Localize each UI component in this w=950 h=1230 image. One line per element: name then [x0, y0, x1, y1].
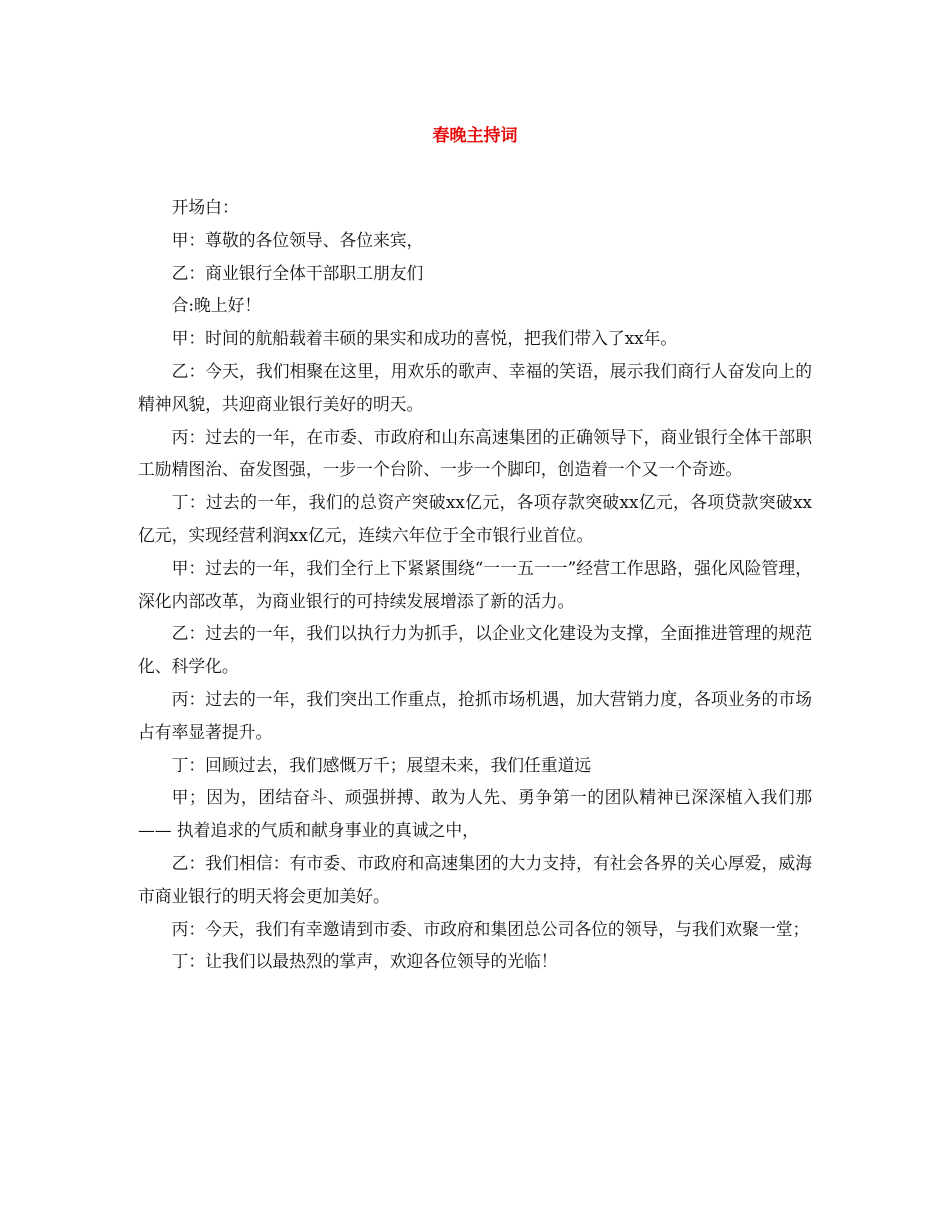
- paragraph: 丙：今天，我们有幸邀请到市委、市政府和集团总公司各位的领导，与我们欢聚一堂；: [171, 918, 810, 939]
- paragraph: 丁：过去的一年，我们的总资产突破xx亿元，各项存款突破xx亿元，各项贷款突破xx亿元，实现经营利润xx亿元，连续六年位于全市银行业首位。: [138, 492, 812, 545]
- paragraph: 丁：让我们以最热烈的掌声，欢迎各位领导的光临！: [171, 951, 558, 972]
- paragraph: 乙：我们相信：有市委、市政府和高速集团的大力支持，有社会各界的关心厚爱，威海市商业银行的明天将会更加美好。: [138, 852, 812, 906]
- paragraph-opening: 开场白：: [171, 197, 239, 217]
- paragraph: 丙：过去的一年，我们突出工作重点，抢抓市场机遇，加大营销力度，各项业务的市场占有率显著提升。: [138, 688, 812, 742]
- paragraph: 甲；因为，团结奋斗、顽强拼搏、敢为人先、勇争第一的团队精神已深深植入我们那—— 执着追求的气质和献身事业的真诚之中，: [138, 787, 812, 841]
- paragraph: 甲：尊敬的各位领导、各位来宾，: [171, 229, 424, 250]
- paragraph: 甲：时间的航船载着丰硕的果实和成功的喜悦，把我们带入了xx年。: [171, 328, 678, 349]
- document-title: 春晚主持词: [432, 126, 518, 146]
- paragraph: 乙：商业银行全体干部职工朋友们: [171, 262, 424, 283]
- paragraph: 丙：过去的一年，在市委、市政府和山东高速集团的正确领导下，商业银行全体干部职工励精图治、奋发图强，一步一个台阶、一步一个脚印，创造着一个又一个奇迹。: [138, 426, 812, 480]
- paragraph: 甲：过去的一年，我们全行上下紧紧围绕“一一五一一”经营工作思路，强化风险管理，深化内部改革，为商业银行的可持续发展增添了新的活力。: [138, 557, 812, 611]
- paragraph: 乙：过去的一年，我们以执行力为抓手，以企业文化建设为支撑，全面推进管理的规范化、科学化。: [138, 623, 812, 677]
- paragraph: 合:晚上好！: [171, 295, 262, 316]
- paragraph: 乙：今天，我们相聚在这里，用欢乐的歌声、幸福的笑语，展示我们商行人奋发向上的精神风貌，共迎商业银行美好的明天。: [138, 360, 812, 414]
- paragraph: 丁：回顾过去，我们感慨万千；展望未来，我们任重道远: [171, 754, 592, 775]
- document-body: [138, 191, 812, 978]
